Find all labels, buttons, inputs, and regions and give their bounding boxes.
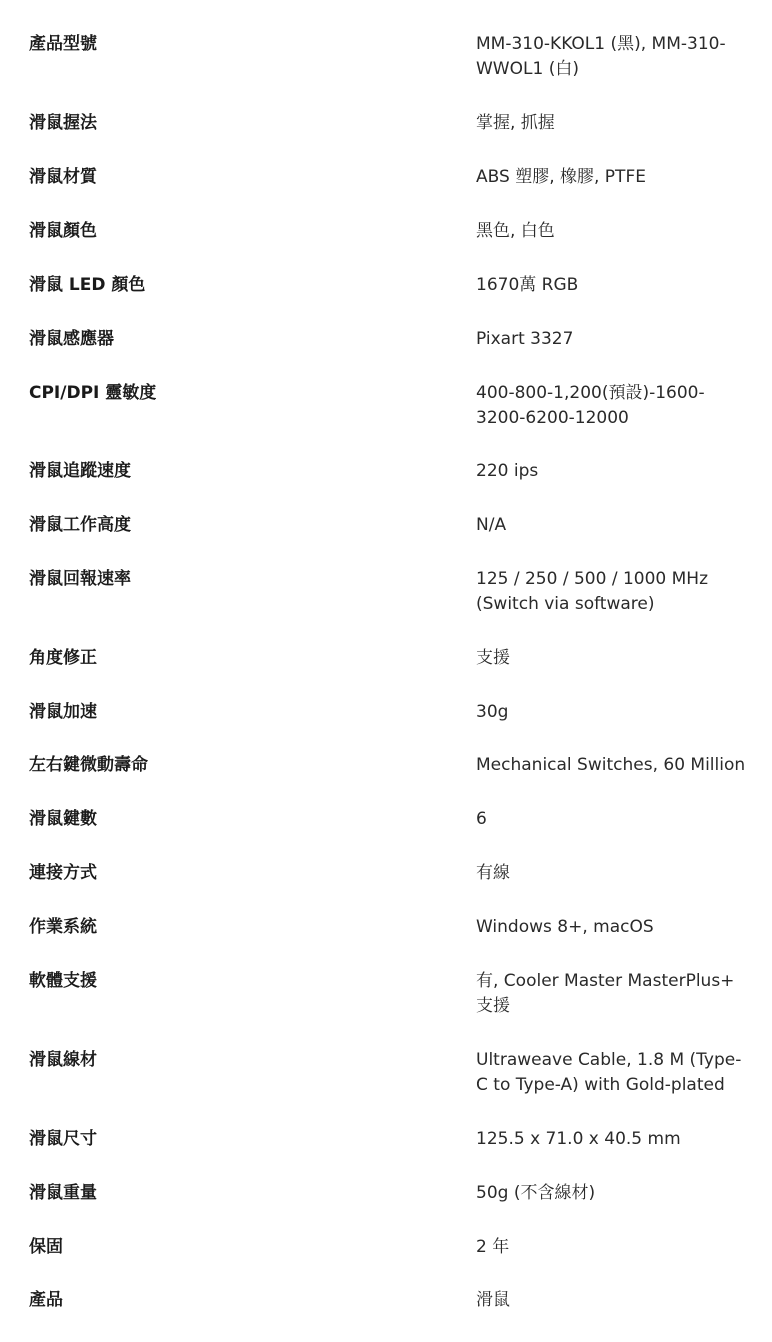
spec-value: MM-310-KKOL1 (黑), MM-310-WWOL1 (白) bbox=[476, 34, 726, 79]
spec-label: 滑鼠材質 bbox=[29, 167, 97, 187]
spec-row-led-color bbox=[0, 273, 772, 327]
spec-row-dimensions bbox=[0, 1127, 772, 1181]
spec-label: 保固 bbox=[29, 1237, 63, 1257]
spec-label: 滑鼠感應器 bbox=[29, 329, 114, 349]
spec-value: 有線 bbox=[476, 863, 510, 883]
spec-value: 掌握, 抓握 bbox=[476, 113, 555, 133]
spec-label: CPI/DPI 靈敏度 bbox=[29, 383, 157, 403]
spec-row-acceleration bbox=[0, 700, 772, 753]
spec-row-switch-lifespan bbox=[0, 753, 772, 807]
spec-row-lift-off bbox=[0, 513, 772, 567]
spec-row-color bbox=[0, 219, 772, 273]
spec-value: Pixart 3327 bbox=[476, 329, 574, 349]
spec-row-warranty bbox=[0, 1235, 772, 1288]
spec-value: ABS 塑膠, 橡膠, PTFE bbox=[476, 167, 646, 187]
spec-row-product bbox=[0, 1288, 772, 1342]
spec-value: 50g (不含線材) bbox=[476, 1183, 596, 1203]
spec-value: Windows 8+, macOS bbox=[476, 917, 654, 937]
spec-label: 滑鼠 LED 顏色 bbox=[29, 275, 146, 295]
spec-label: 左右鍵微動壽命 bbox=[29, 755, 148, 775]
spec-row-software bbox=[0, 969, 772, 1048]
spec-row-connection bbox=[0, 861, 772, 915]
spec-row-polling bbox=[0, 567, 772, 646]
spec-label: 產品 bbox=[29, 1290, 63, 1310]
spec-label: 產品型號 bbox=[29, 34, 97, 54]
spec-label: 滑鼠追蹤速度 bbox=[29, 461, 131, 481]
spec-value: 400-800-1,200(預設)-1600-3200-6200-12000 bbox=[476, 383, 705, 428]
spec-row-tracking bbox=[0, 459, 772, 513]
spec-row-dpi bbox=[0, 381, 772, 459]
spec-label: 滑鼠顏色 bbox=[29, 221, 97, 241]
spec-row-weight bbox=[0, 1181, 772, 1235]
spec-label: 角度修正 bbox=[29, 648, 97, 668]
spec-row-sensor bbox=[0, 327, 772, 381]
spec-value: Ultraweave Cable, 1.8 M (Type-C to Type-A) with Gold-plated bbox=[476, 1050, 742, 1095]
spec-value: 支援 bbox=[476, 648, 510, 668]
spec-value: 2 年 bbox=[476, 1237, 510, 1257]
spec-label: 滑鼠鍵數 bbox=[29, 809, 97, 829]
spec-row-grip bbox=[0, 111, 772, 165]
spec-label: 滑鼠工作高度 bbox=[29, 515, 131, 535]
spec-value: N/A bbox=[476, 515, 507, 535]
spec-value: Mechanical Switches, 60 Million bbox=[476, 755, 746, 775]
spec-row-cable bbox=[0, 1048, 772, 1127]
spec-value: 黑色, 白色 bbox=[476, 221, 555, 241]
spec-value: 220 ips bbox=[476, 461, 539, 481]
spec-value: 有, Cooler Master MasterPlus+ 支援 bbox=[476, 971, 735, 1016]
spec-label: 作業系統 bbox=[29, 917, 97, 937]
spec-row-model bbox=[0, 32, 772, 111]
spec-value: 1670萬 RGB bbox=[476, 275, 579, 295]
spec-label: 滑鼠回報速率 bbox=[29, 569, 131, 589]
spec-label: 滑鼠尺寸 bbox=[29, 1129, 97, 1149]
spec-row-material bbox=[0, 165, 772, 219]
spec-value: 30g bbox=[476, 702, 509, 722]
spec-label: 滑鼠重量 bbox=[29, 1183, 97, 1203]
spec-label: 滑鼠握法 bbox=[29, 113, 97, 133]
spec-row-os bbox=[0, 915, 772, 969]
spec-value: 6 bbox=[476, 809, 487, 829]
spec-label: 滑鼠加速 bbox=[29, 702, 97, 722]
spec-value: 125 / 250 / 500 / 1000 MHz (Switch via software) bbox=[476, 569, 708, 614]
spec-label: 軟體支援 bbox=[29, 971, 97, 991]
spec-value: 125.5 x 71.0 x 40.5 mm bbox=[476, 1129, 681, 1149]
spec-value: 滑鼠 bbox=[476, 1290, 510, 1310]
spec-row-button-count bbox=[0, 807, 772, 861]
spec-row-angle-snapping bbox=[0, 646, 772, 700]
spec-label: 連接方式 bbox=[29, 863, 97, 883]
spec-label: 滑鼠線材 bbox=[29, 1050, 97, 1070]
